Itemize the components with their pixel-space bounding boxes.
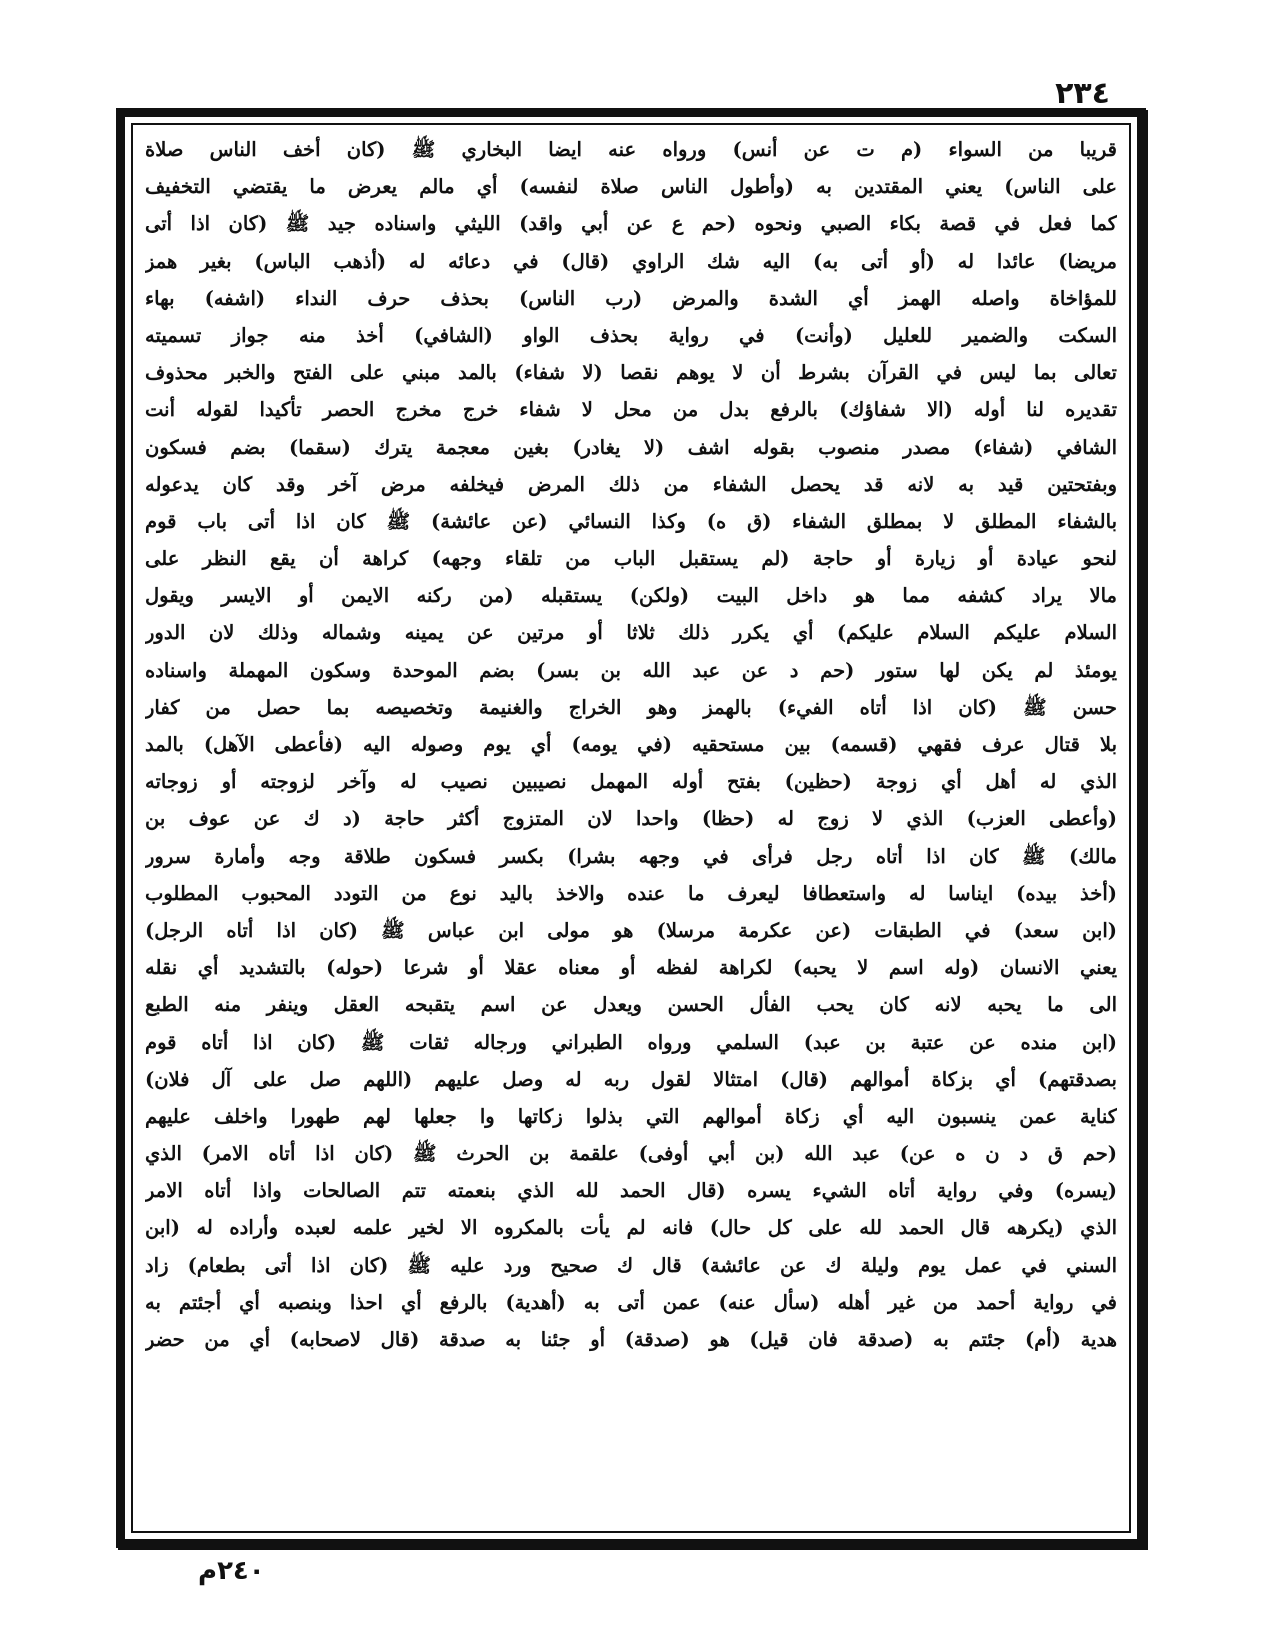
text-line: يومئذ لم يكن لها ستور (حم د عن عبد الله بن بسر) بضم الموحدة وسكون المهملة واسناده <box>145 658 1117 682</box>
text-line: كما فعل في قصة بكاء الصبي ونحوه (حم ع عن أبي واقد) الليثي واسناده جيد ﷺ (كان اذا أتى <box>145 212 1117 236</box>
text-line: بلا قتال عرف فقهي (قسمه) بين مستحقيه (في يومه) أي يوم وصوله اليه (فأعطى الآهل) بالمد <box>145 733 1117 756</box>
text-line: (يسره) وفي رواية أتاه الشيء يسره (قال الحمد لله الذي بنعمته تتم الصالحات واذا أتاه الامر <box>145 1179 1117 1203</box>
text-line: بالشفاء المطلق لا بمطلق الشفاء (ق ه) وكذا النسائي (عن عائشة) ﷺ كان اذا أتى باب قوم <box>145 509 1117 533</box>
inner-border <box>131 123 1131 1533</box>
text-line: بصدقتهم) أي بزكاة أموالهم (قال) امتثالا لقول ربه له وصل عليهم (اللهم صل على آل فلان) <box>145 1067 1117 1091</box>
text-line: الذي (يكرهه قال الحمد لله على كل حال) فانه لم يأت بالمكروه الا لخير علمه لعبده وأراده له (ابن <box>145 1216 1117 1240</box>
footer-number: ٢٤٠م <box>198 1556 265 1586</box>
text-line: لنحو عيادة أو زيارة أو حاجة (لم يستقبل الباب من تلقاء وجهه) كراهة أن يقع النظر على <box>145 547 1117 571</box>
text-line: تقديره لنا أوله (الا شفاؤك) بالرفع بدل من محل لا شفاء خرج مخرج الحصر تأكيدا لقوله أنت <box>145 398 1117 422</box>
text-line: الشافي (شفاء) مصدر منصوب بقوله اشف (لا يغادر) بغين معجمة يترك (سقما) بضم فسكون <box>145 435 1117 459</box>
text-line: تعالى بما ليس في القرآن بشرط أن لا يوهم نقصا (لا شفاء) بالمد مبني على الفتح والخبر محذوف <box>145 361 1117 385</box>
text-line: (حم ق د ن ه عن) عبد الله (بن أبي أوفى) علقمة بن الحرث ﷺ (كان اذا أتاه الامر) الذي <box>145 1142 1117 1166</box>
text-line: السلام عليكم السلام عليكم) أي يكرر ذلك ثلاثا أو مرتين عن يمينه وشماله وذلك لان الدور <box>145 621 1117 645</box>
text-line: قريبا من السواء (م ت عن أنس) ورواه عنه ايضا البخاري ﷺ (كان أخف الناس صلاة <box>145 138 1117 161</box>
text-line: في رواية أحمد من غير أهله (سأل عنه) عمن أتى به (أهدية) بالرفع أي احذا وبنصبه أي أجئتم به <box>145 1290 1117 1314</box>
text-line: يعني الانسان (وله اسم لا يحبه) لكراهة لفظه أو معناه عقلا أو شرعا (حوله) بالتشديد أي نقله <box>145 956 1117 980</box>
text-line: السني في عمل يوم وليلة ك عن عائشة) قال ك صحيح ورد عليه ﷺ (كان اذا أتى بطعام) زاد <box>145 1253 1117 1277</box>
page-frame <box>116 108 1146 1548</box>
text-line: (ابن منده عن عتبة بن عبد) السلمي ورواه الطبراني ورجاله ثقات ﷺ (كان اذا أتاه قوم <box>145 1030 1117 1054</box>
text-line: هدية (أم) جئتم به (صدقة فان قيل) هو (صدقة) أو جئنا به صدقة (قال لاصحابه) أي من حضر <box>145 1328 1117 1351</box>
body-text <box>145 131 1117 1525</box>
text-line: الى ما يحبه لانه كان يحب الفأل الحسن ويعدل عن اسم يتقبحه العقل وينفر منه الطبع <box>145 993 1117 1017</box>
text-line: (ابن سعد) في الطبقات (عن عكرمة مرسلا) هو مولى ابن عباس ﷺ (كان اذا أتاه الرجل) <box>145 918 1117 942</box>
text-line: (أخذ بيده) ايناسا له واستعطافا ليعرف ما عنده والاخذ باليد نوع من التودد المحبوب المطلوب <box>145 881 1117 905</box>
text-line: كناية عمن ينسبون اليه أي زكاة أموالهم التي بذلوا زكاتها وا جعلها لهم طهورا واخلف عليهم <box>145 1104 1117 1128</box>
text-line: السكت والضمير للعليل (وأنت) في رواية بحذف الواو (الشافي) أخذ منه جواز تسميته <box>145 323 1117 347</box>
text-line: مالك) ﷺ كان اذا أتاه رجل فرأى في وجهه بشرا) بكسر فسكون طلاقة وجه وأمارة سرور <box>145 844 1117 868</box>
text-line: وبفتحتين قيد به لانه قد يحصل الشفاء من ذلك المرض فيخلفه مرض آخر وقد كان يدعوله <box>145 472 1117 496</box>
text-line: مريضا) عائدا له (أو أتى به) اليه شك الراوي (قال) في دعائه له (أذهب الباس) بغير همز <box>145 249 1117 273</box>
text-line: الذي له أهل أي زوجة (حظين) بفتح أوله المهمل نصيبين نصيب له وآخر لزوجته أو زوجاته <box>145 770 1117 794</box>
text-line: للمؤاخاة واصله الهمز أي الشدة والمرض (رب الناس) بحذف حرف النداء (اشفه) بهاء <box>145 286 1117 310</box>
text-line: حسن ﷺ (كان اذا أتاه الفيء) بالهمز وهو الخراج والغنيمة وتخصيصه بما حصل من كفار <box>145 695 1117 719</box>
text-line: (وأعطى العزب) الذي لا زوج له (حظا) واحدا لان المتزوج أكثر حاجة (د ك عن عوف بن <box>145 807 1117 831</box>
page-number: ٢٣٤ <box>1055 76 1110 111</box>
text-line: على الناس) يعني المقتدين به (وأطول الناس صلاة لنفسه) أي مالم يعرض ما يقتضي التخفيف <box>145 175 1117 199</box>
text-line: مالا يراد كشفه مما هو داخل البيت (ولكن) يستقبله (من ركنه الايمن أو الايسر ويقول <box>145 584 1117 608</box>
